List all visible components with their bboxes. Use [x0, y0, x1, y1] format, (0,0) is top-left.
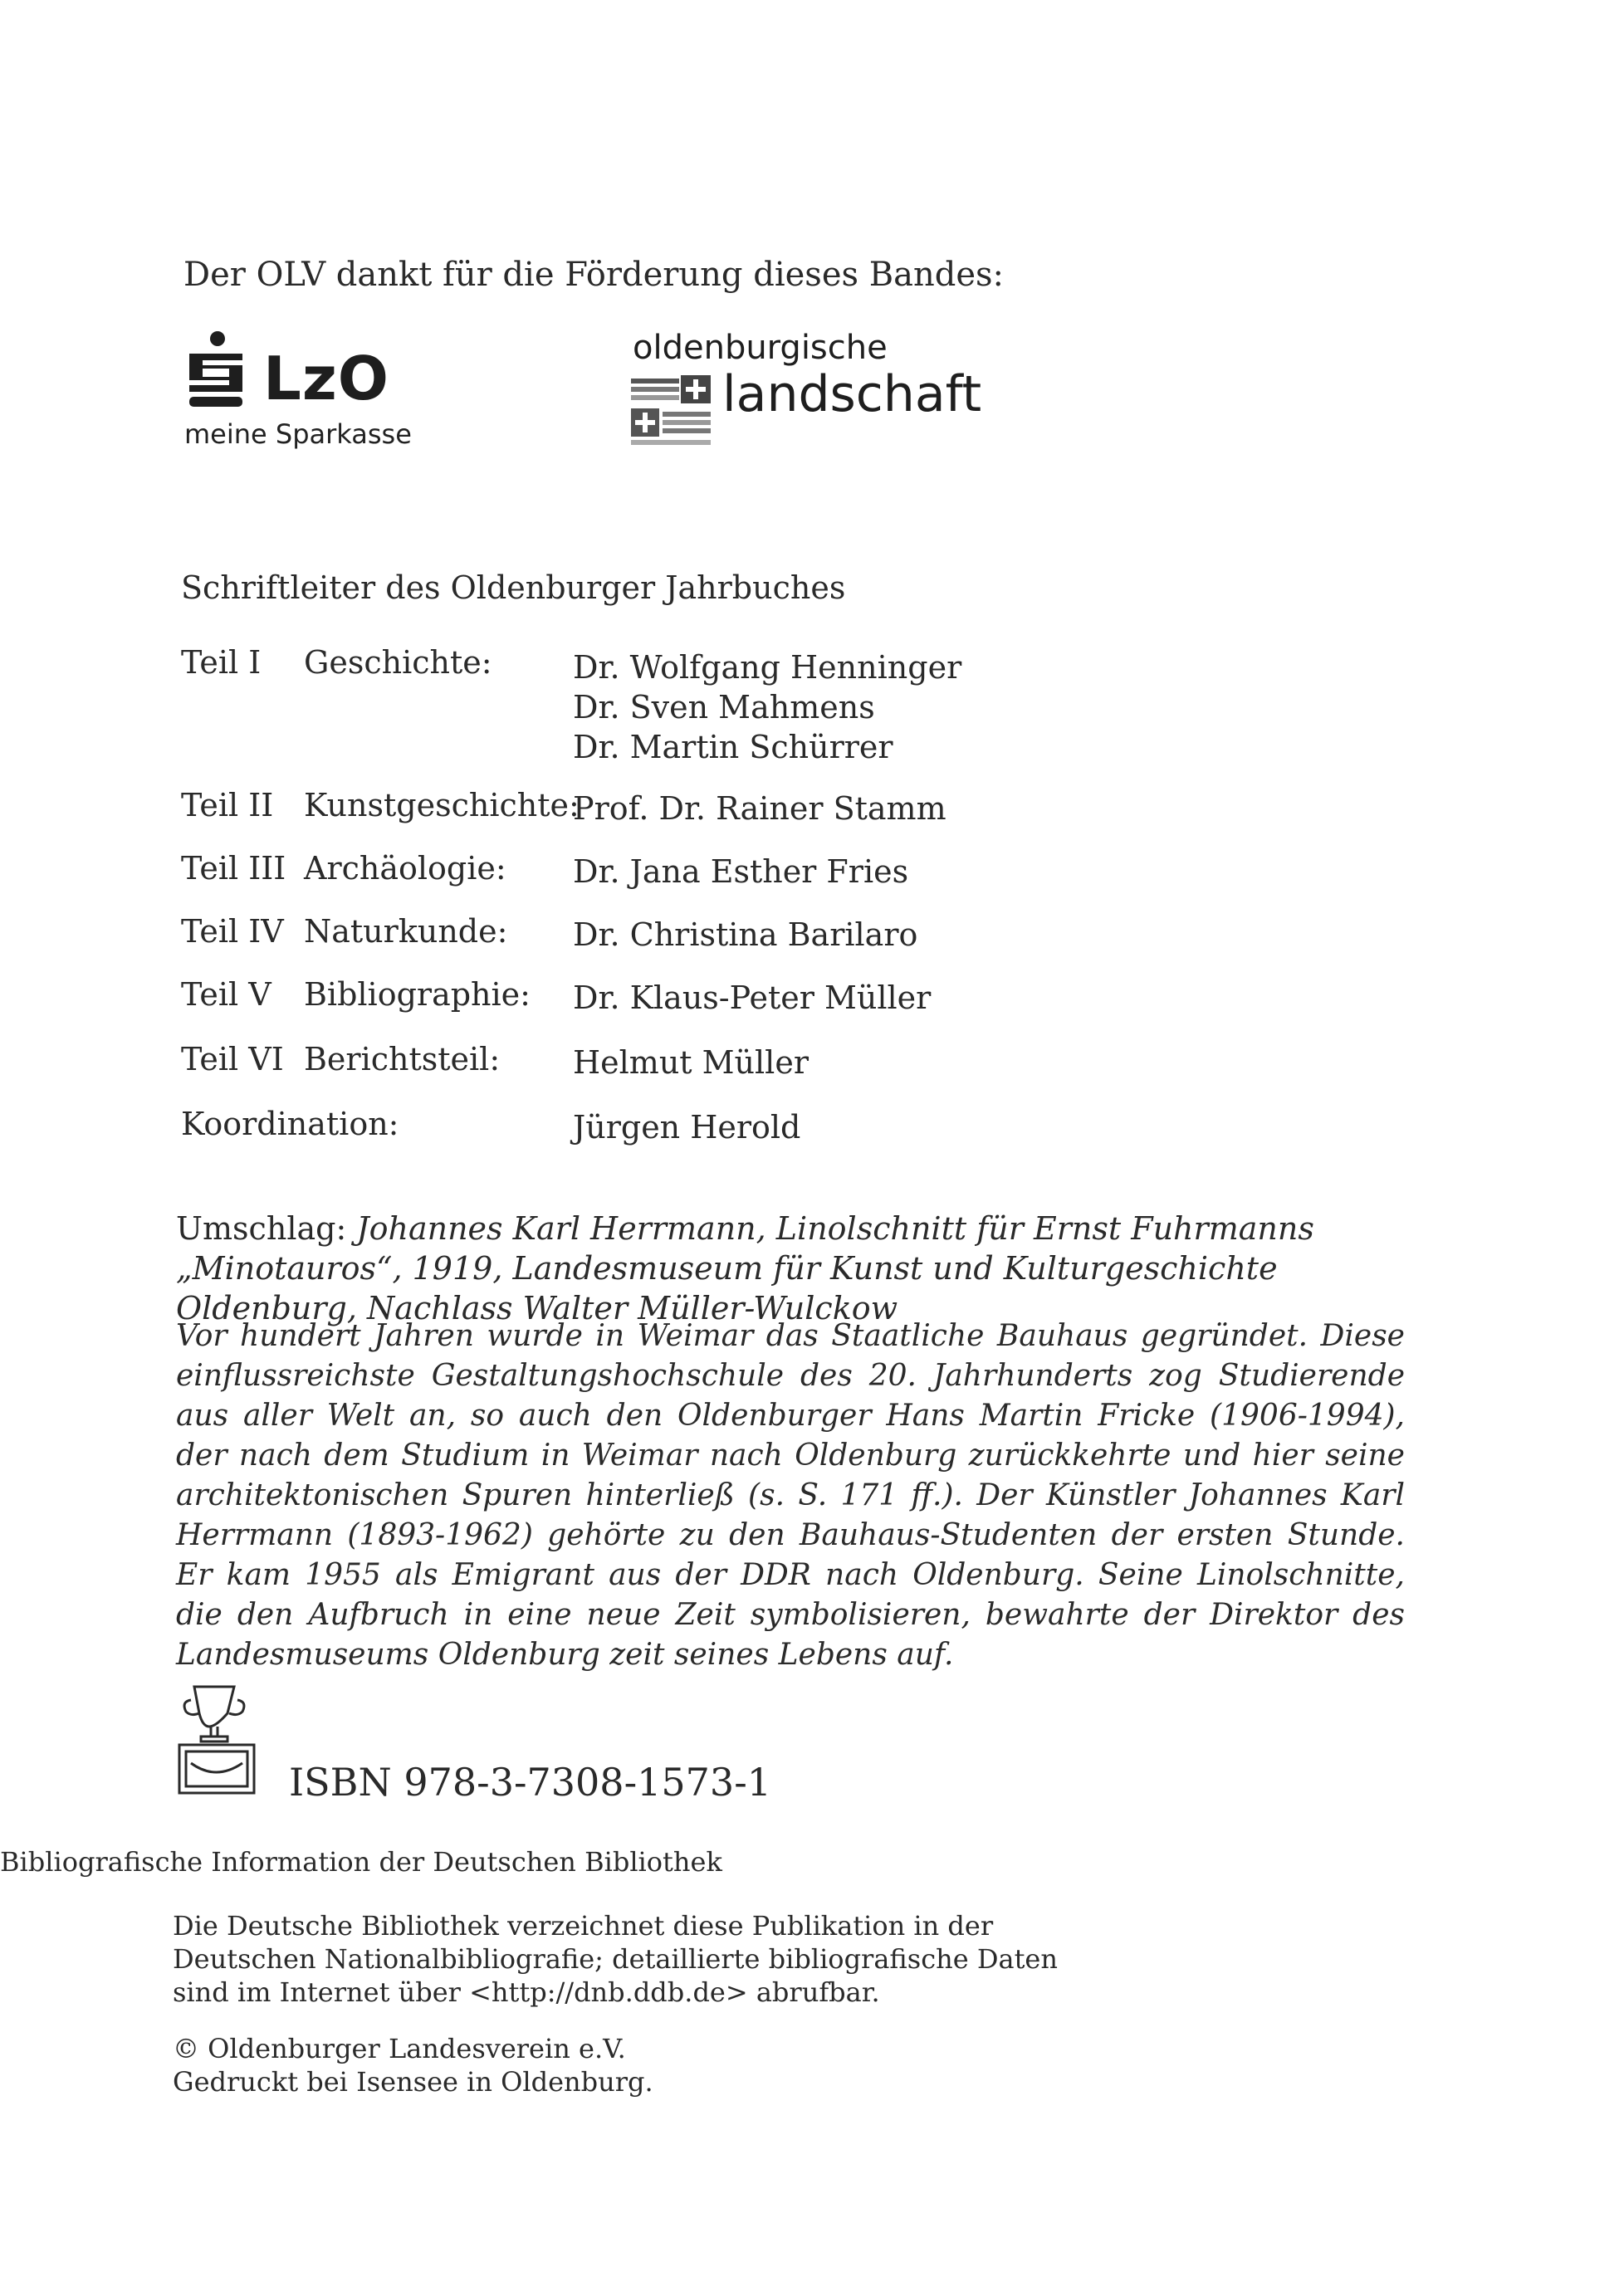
ol-wordmark-bottom: landschaft: [722, 365, 982, 423]
bibliographic-line: sind im Internet über <http://dnb.ddb.de> abrufbar.: [173, 1976, 880, 2008]
editor-name: Dr. Wolfgang Henninger: [573, 649, 962, 686]
subject-label: Naturkunde:: [304, 913, 508, 950]
editor-name: Dr. Christina Barilaro: [573, 916, 918, 953]
cover-credit: [176, 1209, 1421, 1328]
bibliographic-heading: Bibliografische Information der Deutschen Bibliothek: [0, 1846, 722, 1878]
bibliographic-line: Die Deutsche Bibliothek verzeichnet diese Publikation in der: [173, 1910, 994, 1942]
oldenburgische-landschaft-logo: [631, 329, 1013, 453]
coordination-name: Jürgen Herold: [573, 1109, 801, 1146]
lzo-tagline: meine Sparkasse: [184, 418, 412, 450]
landschaft-emblem-icon: [631, 375, 711, 447]
ol-wordmark-top: oldenburgische: [633, 329, 888, 367]
subject-label: Archäologie:: [304, 850, 506, 887]
bibliographic-line: Deutschen Nationalbibliografie; detaillierte bibliografische Daten: [173, 1943, 1058, 1975]
subject-label: Geschichte:: [304, 644, 492, 681]
cover-blurb: Vor hundert Jahren wurde in Weimar das Staatliche Bauhaus gegründet. Diese einflussreichste Gestaltungshochschule des 20. Jahrhunderts zog Studierende aus aller Welt an, so auch den Oldenburger Hans Martin Fricke (1906-1994), der nach dem Studium in Weimar nach Oldenburg zurückkehrte und hier seine architektonischen Spuren hinterließ (s. S. 171 ff.). Der Künstler Johannes Karl Herrmann (1893-1962) gehörte zu den Bauhaus-Studenten der ersten Stunde. Er kam 1955 als Emigrant aus der DDR nach Oldenburg. Seine Linolschnitte, die den Aufbruch in eine neue Zeit symbolisieren, bewahrte der Direktor des Landesmuseums Oldenburg zeit seines Lebens auf.: [176, 1319, 1405, 1672]
part-label: Teil VI: [181, 1041, 284, 1077]
editor-name: Dr. Martin Schürrer: [573, 729, 893, 765]
lzo-logo: [184, 329, 533, 453]
part-label: Teil II: [181, 787, 274, 823]
cover-text: Johannes Karl Herrmann, Linolschnitt für Ernst Fuhrmanns „Minotauros“, 1919, Landesmuseum für Kunst und Kulturgeschichte Oldenburg, Nachlass Walter Müller-Wulckow: [176, 1210, 1314, 1326]
cover-label: Umschlag:: [176, 1210, 347, 1247]
editor-name: Helmut Müller: [573, 1044, 809, 1081]
part-label: Teil III: [181, 850, 286, 887]
copyright-line: © Oldenburger Landesverein e.V.: [173, 2033, 626, 2064]
editor-name: Dr. Sven Mahmens: [573, 689, 875, 725]
subject-label: Kunstgeschichte:: [304, 787, 580, 823]
editor-name: Prof. Dr. Rainer Stamm: [573, 790, 946, 827]
sponsor-thanks: Der OLV dankt für die Förderung dieses Bandes:: [183, 256, 1005, 294]
publisher-urn-icon: [176, 1683, 259, 1800]
lzo-wordmark: LzO: [263, 344, 389, 413]
coordination-label: Koordination:: [181, 1106, 399, 1142]
part-label: Teil IV: [181, 913, 284, 950]
copyright-block: [173, 2032, 920, 2098]
part-label: Teil V: [181, 976, 271, 1013]
printer-line: Gedruckt bei Isensee in Oldenburg.: [173, 2066, 653, 2098]
subject-label: Bibliographie:: [304, 976, 531, 1013]
part-label: Teil I: [181, 644, 262, 681]
editor-name: Dr. Jana Esther Fries: [573, 853, 909, 890]
bibliographic-info: [173, 1909, 1086, 2009]
isbn: ISBN 978-3-7308-1573-1: [289, 1760, 771, 1805]
subject-label: Berichtsteil:: [304, 1041, 501, 1077]
editor-name: Dr. Klaus-Peter Müller: [573, 979, 932, 1016]
sparkasse-icon: [184, 329, 251, 412]
editors-heading: Schriftleiter des Oldenburger Jahrbuches: [181, 569, 846, 606]
